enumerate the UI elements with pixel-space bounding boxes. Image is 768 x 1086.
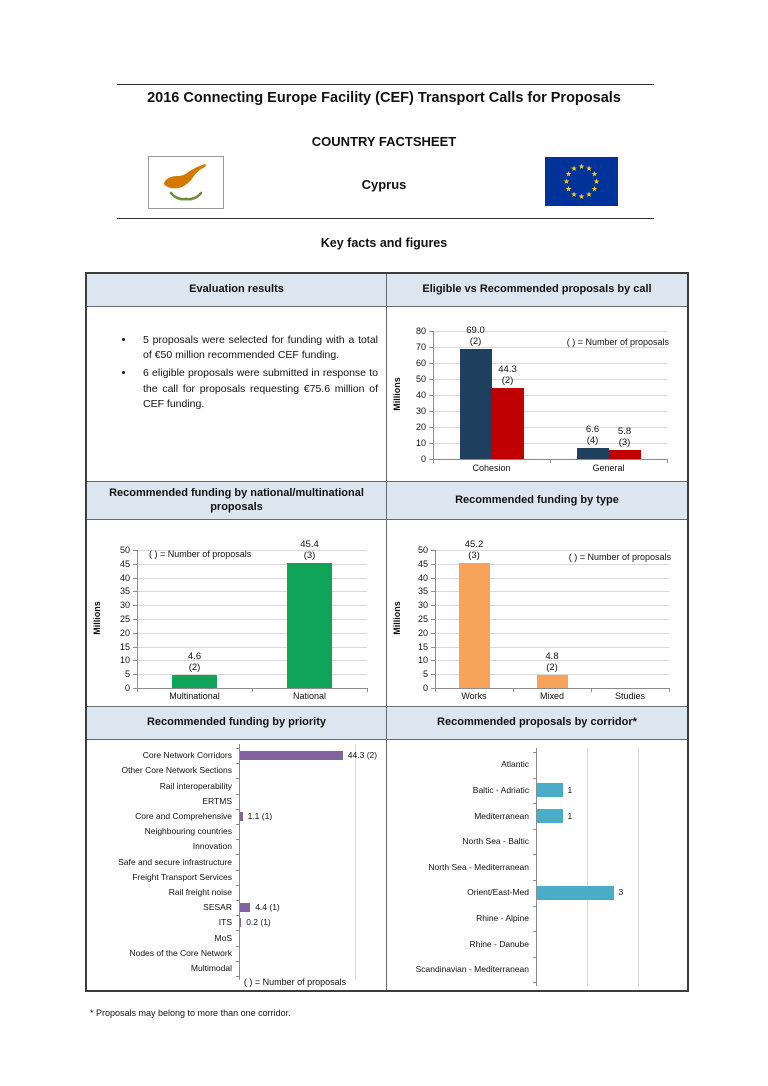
gridline xyxy=(137,619,367,620)
chart-eligible-vs-recommended-by-call xyxy=(387,307,687,482)
x-axis xyxy=(435,688,669,689)
y-tick xyxy=(133,619,137,620)
axis-tick xyxy=(533,906,536,907)
bar xyxy=(537,886,614,900)
category-label: Works xyxy=(461,691,487,701)
y-axis-title: Millions xyxy=(92,601,102,635)
bar xyxy=(459,563,490,688)
y-tick xyxy=(133,647,137,648)
axis-tick xyxy=(533,803,536,804)
bar xyxy=(172,675,217,688)
country-name: Cyprus xyxy=(361,177,407,192)
bar-label: 1 xyxy=(567,810,573,821)
bar-count: (4) xyxy=(586,435,599,447)
bar-count: (2) xyxy=(469,335,482,347)
evaluation-bullet: • 5 proposals were selected for funding with a total of €50 million recommended CEF funding. xyxy=(135,333,378,363)
y-tick-label: 50 xyxy=(417,545,428,555)
y-tick xyxy=(429,331,433,332)
bar xyxy=(609,450,641,459)
y-axis xyxy=(137,550,138,688)
axis-tick xyxy=(236,854,239,855)
category-label: Other Core Network Sections xyxy=(121,765,232,776)
y-tick-label: 30 xyxy=(119,600,130,611)
y-tick xyxy=(429,443,433,444)
y-tick xyxy=(133,633,137,634)
y-tick-label: 70 xyxy=(415,342,426,352)
y-tick xyxy=(429,427,433,428)
bar xyxy=(240,918,241,927)
bar xyxy=(240,903,250,912)
axis-tick xyxy=(533,778,536,779)
document-subtitle: COUNTRY FACTSHEET xyxy=(311,134,457,149)
chart-funding-by-national-multinational xyxy=(87,520,387,707)
bar-count: (3) xyxy=(618,436,631,448)
gridline xyxy=(137,633,367,634)
legend-note: ( ) = Number of proposals xyxy=(243,977,347,987)
y-tick-label: 80 xyxy=(415,326,426,336)
gridline xyxy=(638,748,639,986)
y-axis-title: Millions xyxy=(392,601,402,635)
bar-value: 44.3 xyxy=(498,364,517,376)
axis-tick xyxy=(236,915,239,916)
axis-tick xyxy=(236,748,239,749)
axis-tick xyxy=(533,829,536,830)
category-label: National xyxy=(292,691,327,701)
category-label: ITS xyxy=(218,917,232,928)
y-tick xyxy=(429,347,433,348)
gridline xyxy=(137,564,367,565)
axis-tick xyxy=(236,946,239,947)
document-title: 2016 Connecting Europe Facility (CEF) Transport Calls for Proposals xyxy=(147,90,621,106)
gridline xyxy=(137,591,367,592)
axis-tick xyxy=(533,752,536,753)
y-tick-label: 30 xyxy=(417,600,428,611)
y-tick-label: 40 xyxy=(119,572,130,583)
y-tick xyxy=(133,605,137,606)
panel-header-by-priority: Recommended funding by priority xyxy=(87,707,387,740)
category-label: SESAR xyxy=(203,902,232,913)
bar-value: 5.8 xyxy=(617,425,632,437)
legend-note: ( ) = Number of proposals xyxy=(566,337,669,347)
panel-header-by-national: Recommended funding by national/multinational proposals xyxy=(87,482,387,520)
y-tick xyxy=(431,647,435,648)
axis-tick xyxy=(236,885,239,886)
category-label: Rail freight noise xyxy=(168,886,232,897)
category-label: Studies xyxy=(614,691,646,701)
bar xyxy=(577,448,609,459)
y-tick-label: 10 xyxy=(415,438,426,448)
axis-tick xyxy=(236,778,239,779)
section-heading: Key facts and figures xyxy=(320,236,448,250)
axis-tick xyxy=(236,870,239,871)
axis-tick xyxy=(236,794,239,795)
axis-tick xyxy=(236,839,239,840)
legend-note: ( ) = Number of proposals xyxy=(149,549,252,559)
category-label: Rhine - Danube xyxy=(469,938,529,949)
y-tick-label: 0 xyxy=(124,683,130,693)
category-label: Mixed xyxy=(539,691,564,701)
y-tick xyxy=(429,379,433,380)
y-tick-label: 25 xyxy=(417,614,428,624)
axis-tick xyxy=(236,930,239,931)
bar-label xyxy=(163,651,227,673)
bar-count: (3) xyxy=(303,549,316,561)
y-tick xyxy=(133,591,137,592)
bar-count: (3) xyxy=(468,550,480,562)
top-rule xyxy=(117,84,654,85)
eu-flag xyxy=(545,157,618,211)
category-label: Freight Transport Services xyxy=(132,871,232,882)
bar-label xyxy=(593,426,657,448)
x-tick xyxy=(367,688,368,692)
category-label: Core and Comprehensive xyxy=(135,810,232,821)
y-tick-label: 60 xyxy=(415,358,426,368)
bar-label xyxy=(444,325,508,347)
panel-header-by-corridor: Recommended proposals by corridor* xyxy=(387,707,687,740)
y-tick-label: 20 xyxy=(415,422,426,432)
y-tick-label: 35 xyxy=(119,586,130,597)
category-label: Rhine - Alpine xyxy=(476,912,529,923)
category-label: General xyxy=(592,463,625,473)
axis-tick xyxy=(236,961,239,962)
axis-tick xyxy=(236,824,239,825)
bar xyxy=(240,812,243,821)
category-label: Baltic - Adriatic xyxy=(472,784,529,795)
bar xyxy=(537,675,568,688)
y-tick-label: 15 xyxy=(119,641,130,652)
y-axis-title: Millions xyxy=(392,377,402,411)
y-tick xyxy=(429,395,433,396)
panel-header-by-type: Recommended funding by type xyxy=(387,482,687,520)
bar-label xyxy=(476,364,540,386)
y-tick xyxy=(431,660,435,661)
category-label: Multinational xyxy=(169,691,220,701)
y-tick-label: 50 xyxy=(415,374,426,384)
bar-label: 3 xyxy=(618,887,624,898)
y-axis xyxy=(435,550,436,688)
evaluation-bullets xyxy=(87,307,386,412)
y-tick xyxy=(431,674,435,675)
y-tick xyxy=(133,550,137,551)
y-tick xyxy=(431,619,435,620)
y-tick-label: 20 xyxy=(417,627,428,638)
category-label: Safe and secure infrastructure xyxy=(118,856,232,867)
gridline xyxy=(355,744,356,980)
category-label: Scandinavian - Mediterranean xyxy=(415,964,529,975)
y-tick-label: 10 xyxy=(417,655,428,666)
bar-label xyxy=(442,539,506,561)
chart-funding-by-type xyxy=(387,520,687,707)
y-tick xyxy=(133,578,137,579)
axis-tick xyxy=(236,809,239,810)
bar-count: (2) xyxy=(546,661,558,673)
y-tick xyxy=(133,674,137,675)
y-tick-label: 45 xyxy=(119,558,130,569)
y-tick-label: 25 xyxy=(119,614,130,624)
bar-label xyxy=(278,539,342,561)
x-tick xyxy=(667,459,668,463)
axis-tick xyxy=(533,854,536,855)
evaluation-bullet: • 6 eligible proposals were submitted in response to the call for proposals requesting €75.6 million of CEF funding. xyxy=(135,366,378,412)
panel-evaluation-results xyxy=(87,307,387,482)
category-label: Innovation xyxy=(192,841,232,852)
factsheet-grid xyxy=(85,272,689,992)
bar xyxy=(240,751,343,760)
panel-header-by-call: Eligible vs Recommended proposals by call xyxy=(387,274,687,307)
bar-label: 44.3 (2) xyxy=(347,750,378,761)
bar-label: 0.2 (1) xyxy=(246,917,271,928)
bar-value: 4.6 xyxy=(187,651,202,663)
bar-label xyxy=(520,651,584,673)
y-tick xyxy=(431,578,435,579)
y-tick xyxy=(431,605,435,606)
y-tick xyxy=(429,363,433,364)
category-label: Atlantic xyxy=(501,759,529,770)
gridline xyxy=(137,578,367,579)
bar-value: 4.8 xyxy=(545,650,559,662)
chart-funding-by-priority xyxy=(87,740,387,990)
y-tick xyxy=(431,550,435,551)
category-label: Orient/East-Med xyxy=(467,887,529,898)
bar xyxy=(537,809,563,823)
y-tick-label: 40 xyxy=(417,572,428,583)
category-label: Cohesion xyxy=(472,463,511,473)
bar-label: 4.4 (1) xyxy=(255,902,280,913)
y-tick-label: 0 xyxy=(422,683,428,693)
bar-label: 1.1 (1) xyxy=(247,810,273,821)
y-tick-label: 30 xyxy=(415,406,426,416)
y-tick-label: 15 xyxy=(417,641,428,652)
category-label: Mediterranean xyxy=(474,810,529,821)
y-tick-label: 0 xyxy=(420,454,426,464)
y-tick-label: 5 xyxy=(422,669,428,680)
y-axis xyxy=(433,331,434,459)
y-tick-label: 10 xyxy=(119,655,130,666)
bar xyxy=(537,783,563,797)
chart-proposals-by-corridor xyxy=(387,740,687,990)
bar xyxy=(492,388,524,459)
y-tick xyxy=(429,411,433,412)
legend-note: ( ) = Number of proposals xyxy=(568,552,671,562)
axis-tick xyxy=(533,880,536,881)
axis-tick xyxy=(236,900,239,901)
category-label: North Sea - Baltic xyxy=(462,836,529,847)
bar-count: (2) xyxy=(188,662,201,674)
bar-value: 45.2 xyxy=(464,539,484,551)
axis-tick xyxy=(533,957,536,958)
category-label: Rail interoperability xyxy=(159,780,232,791)
y-tick-label: 20 xyxy=(119,627,130,638)
y-tick-label: 35 xyxy=(417,586,428,597)
y-tick-label: 50 xyxy=(119,545,130,555)
x-tick xyxy=(669,688,670,692)
category-label: Nodes of the Core Network xyxy=(129,947,232,958)
y-tick-label: 40 xyxy=(415,390,426,400)
y-tick xyxy=(431,633,435,634)
mid-rule xyxy=(117,218,654,219)
panel-header-evaluation: Evaluation results xyxy=(87,274,387,307)
y-tick xyxy=(133,564,137,565)
y-tick xyxy=(431,591,435,592)
bar-label: 1 xyxy=(567,784,573,795)
category-label: ERTMS xyxy=(202,795,232,806)
y-tick-label: 45 xyxy=(417,558,428,569)
category-label: Core Network Corridors xyxy=(142,750,232,761)
category-label: North Sea - Mediterranean xyxy=(428,861,529,872)
category-label: Multimodal xyxy=(190,962,232,973)
axis-tick xyxy=(236,763,239,764)
bar-value: 6.6 xyxy=(585,424,600,436)
bar xyxy=(287,563,332,688)
bar-value: 45.4 xyxy=(300,538,319,550)
gridline xyxy=(137,647,367,648)
category-axis xyxy=(239,744,240,980)
y-tick xyxy=(133,660,137,661)
bar-count: (2) xyxy=(501,375,514,387)
bar-value: 69.0 xyxy=(466,324,485,336)
category-label: Neighbouring countries xyxy=(144,826,232,837)
y-tick-label: 5 xyxy=(124,669,130,680)
gridline xyxy=(137,605,367,606)
category-label: MoS xyxy=(214,932,232,943)
axis-tick xyxy=(533,982,536,983)
gridline xyxy=(587,748,588,986)
axis-tick xyxy=(533,931,536,932)
footnote: * Proposals may belong to more than one corridor. xyxy=(90,1008,291,1018)
y-tick xyxy=(431,564,435,565)
